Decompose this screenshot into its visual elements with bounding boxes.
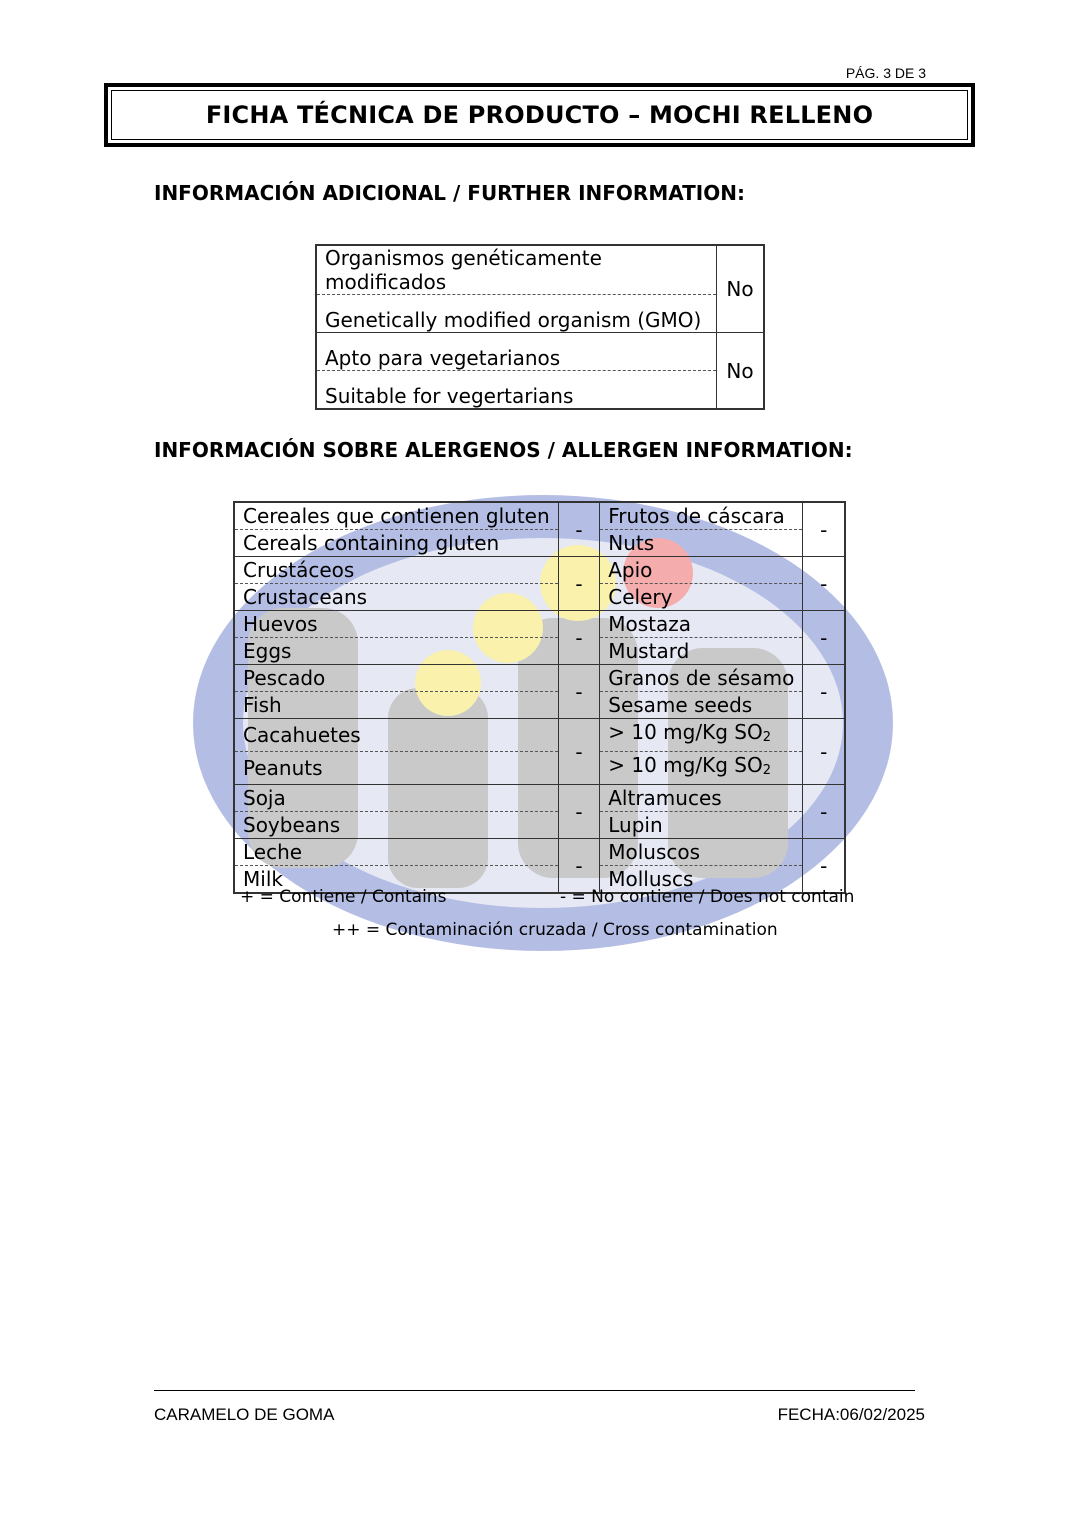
allergen-left-label-es xyxy=(234,839,558,866)
allergen-right-label-es xyxy=(600,502,803,530)
footer-product: CARAMELO DE GOMA xyxy=(154,1405,335,1424)
allergen-name: Cereals containing gluten xyxy=(243,531,500,555)
allergen-left-label-es xyxy=(234,665,558,692)
legend-not-contains: - = No contiene / Does not contain xyxy=(560,887,855,907)
allergen-left-value: - xyxy=(558,839,600,894)
allergen-right-label-en xyxy=(600,752,803,785)
gmo-label-en: Genetically modified organism (GMO) xyxy=(316,295,717,333)
allergen-right-label-en xyxy=(600,530,803,557)
title-inner-frame xyxy=(111,90,968,140)
allergen-left-value: - xyxy=(558,611,600,665)
table-row xyxy=(316,295,764,333)
table-row xyxy=(316,245,764,295)
title-box xyxy=(104,83,975,147)
allergen-name: Lupin xyxy=(608,813,663,837)
allergen-left-label-es xyxy=(234,785,558,812)
allergen-right-value: - xyxy=(803,611,845,665)
allergen-left-label-en xyxy=(234,752,558,785)
allergen-right-label-es xyxy=(600,839,803,866)
allergen-left-label-en xyxy=(234,584,558,611)
allergen-name: Mustard xyxy=(608,639,690,663)
allergen-name: > 10 mg/Kg SO xyxy=(608,753,763,777)
subscript: 2 xyxy=(762,763,771,778)
allergen-left-value: - xyxy=(558,665,600,719)
allergen-left-label-en xyxy=(234,812,558,839)
gmo-label-es: Organismos genéticamente modificados xyxy=(316,245,717,295)
allergen-name: Soybeans xyxy=(243,813,341,837)
allergen-name: Nuts xyxy=(608,531,655,555)
allergen-name: Leche xyxy=(243,840,303,864)
allergen-name: > 10 mg/Kg SO xyxy=(608,720,763,744)
page-number: PÁG. 3 DE 3 xyxy=(845,65,926,81)
allergen-name: Molluscs xyxy=(608,867,694,891)
allergen-name: Moluscos xyxy=(608,840,701,864)
allergen-name: Crustáceos xyxy=(243,558,355,582)
allergen-name: Milk xyxy=(243,867,283,891)
table-row xyxy=(234,557,845,584)
allergen-left-label-en xyxy=(234,530,558,557)
allergen-right-label-en xyxy=(600,638,803,665)
vegetarian-label-en: Suitable for vegertarians xyxy=(316,371,717,410)
allergen-right-value: - xyxy=(803,839,845,894)
table-row xyxy=(234,839,845,866)
table-row xyxy=(234,611,845,638)
table-row xyxy=(234,752,845,785)
table-row xyxy=(316,371,764,410)
table-row xyxy=(234,665,845,692)
footer-divider xyxy=(154,1390,915,1391)
additional-info-table xyxy=(315,244,765,410)
legend-contains: + = Contiene / Contains xyxy=(240,887,447,907)
table-row xyxy=(234,502,845,530)
table-row xyxy=(234,719,845,752)
allergen-right-value: - xyxy=(803,665,845,719)
allergen-left-value: - xyxy=(558,502,600,557)
allergen-right-value: - xyxy=(803,719,845,785)
allergen-left-label-en xyxy=(234,638,558,665)
allergen-name: Crustaceans xyxy=(243,585,368,609)
allergen-name: Altramuces xyxy=(608,786,722,810)
allergen-right-label-en xyxy=(600,692,803,719)
vegetarian-label-es: Apto para vegetarianos xyxy=(316,333,717,371)
allergen-name: Fish xyxy=(243,693,282,717)
table-row xyxy=(234,692,845,719)
allergen-name: Celery xyxy=(608,585,673,609)
legend-cross-contamination: ++ = Contaminación cruzada / Cross contamination xyxy=(332,920,778,940)
allergen-name: Granos de sésamo xyxy=(608,666,795,690)
allergen-left-label-es xyxy=(234,719,558,752)
allergen-left-label-es xyxy=(234,611,558,638)
allergen-left-value: - xyxy=(558,785,600,839)
table-row xyxy=(234,584,845,611)
allergen-name: Peanuts xyxy=(243,756,323,780)
table-row xyxy=(234,638,845,665)
allergen-right-label-es xyxy=(600,719,803,752)
table-row xyxy=(234,785,845,812)
table-row xyxy=(234,530,845,557)
allergen-name: Soja xyxy=(243,786,286,810)
allergen-left-label-es xyxy=(234,502,558,530)
allergen-name: Eggs xyxy=(243,639,292,663)
allergen-right-label-en xyxy=(600,812,803,839)
allergen-right-label-en xyxy=(600,584,803,611)
allergen-name: Huevos xyxy=(243,612,318,636)
gmo-value: No xyxy=(717,245,765,333)
vegetarian-value: No xyxy=(717,333,765,410)
footer-date: FECHA:06/02/2025 xyxy=(777,1405,925,1424)
allergen-name: Apio xyxy=(608,558,653,582)
section-allergens-heading: INFORMACIÓN SOBRE ALERGENOS / ALLERGEN INFORMATION: xyxy=(154,438,853,462)
allergen-right-label-es xyxy=(600,557,803,584)
allergen-right-label-es xyxy=(600,611,803,638)
allergen-name: Cereales que contienen gluten xyxy=(243,504,550,528)
allergen-left-value: - xyxy=(558,719,600,785)
allergen-right-label-es xyxy=(600,665,803,692)
allergen-name: Pescado xyxy=(243,666,326,690)
allergen-name: Frutos de cáscara xyxy=(608,504,785,528)
allergen-name: Mostaza xyxy=(608,612,692,636)
page-title: FICHA TÉCNICA DE PRODUCTO – MOCHI RELLENO xyxy=(205,101,874,129)
table-row xyxy=(234,812,845,839)
allergen-left-label-es xyxy=(234,557,558,584)
subscript: 2 xyxy=(762,730,771,745)
allergen-name: Sesame seeds xyxy=(608,693,753,717)
allergen-left-label-en xyxy=(234,692,558,719)
allergen-right-value: - xyxy=(803,785,845,839)
table-row xyxy=(316,333,764,371)
allergen-right-label-es xyxy=(600,785,803,812)
section-additional-heading: INFORMACIÓN ADICIONAL / FURTHER INFORMATION: xyxy=(154,181,745,205)
allergen-right-value: - xyxy=(803,557,845,611)
allergen-name: Cacahuetes xyxy=(243,723,361,747)
allergen-right-value: - xyxy=(803,502,845,557)
allergen-table xyxy=(233,501,846,894)
allergen-left-value: - xyxy=(558,557,600,611)
